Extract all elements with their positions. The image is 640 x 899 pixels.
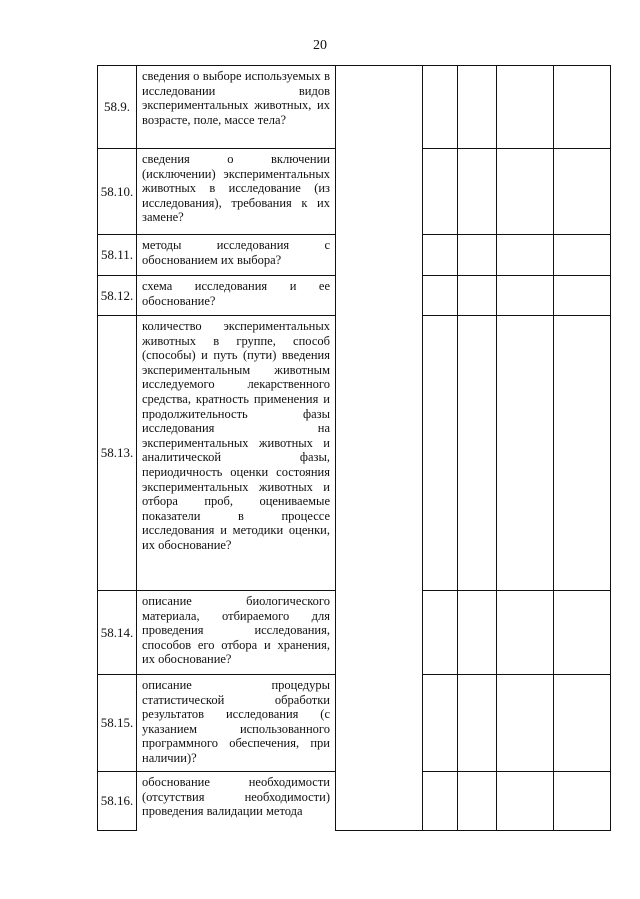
row-question: схема исследования и ее обоснование? xyxy=(137,276,336,316)
mark-cell xyxy=(423,235,458,276)
row-question: описание процедуры статистической обработки результатов исследования (с указанием использованного программного обеспечения, при наличии)? xyxy=(137,675,336,772)
mark-cell xyxy=(554,772,611,831)
row-question: сведения о выборе используемых в исследовании видов экспериментальных животных, их возрасте, поле, массе тела? xyxy=(137,66,336,149)
row-number: 58.15. xyxy=(98,675,137,772)
row-number: 58.13. xyxy=(98,316,137,591)
mark-cell xyxy=(423,316,458,591)
table-row xyxy=(98,66,611,149)
mark-cell xyxy=(497,772,554,831)
mark-cell xyxy=(554,316,611,591)
row-number: 58.10. xyxy=(98,149,137,235)
mark-cell xyxy=(497,591,554,675)
row-question: сведения о включении (исключении) экспериментальных животных в исследование (из исследования), требования к их замене? xyxy=(137,149,336,235)
mark-cell xyxy=(554,591,611,675)
row-question: количество экспериментальных животных в группе, способ (способы) и путь (пути) введения экспериментальным животным исследуемого лекарственного средства, кратность применения и продолжительность фазы исследования на экспериментальных животных и аналитической фазы, периодичность оценки состояния экспериментальных животных и отбора проб, оцениваемые показатели в процессе исследования и методики оценки, их обоснование? xyxy=(137,316,336,591)
mark-cell xyxy=(423,66,458,149)
mark-cell xyxy=(458,772,497,831)
mark-cell xyxy=(423,149,458,235)
mark-cell xyxy=(554,276,611,316)
page-number: 20 xyxy=(313,38,327,53)
mark-cell xyxy=(497,149,554,235)
mark-cell xyxy=(423,675,458,772)
mark-cell xyxy=(497,66,554,149)
checklist-table xyxy=(97,65,611,831)
mark-cell xyxy=(497,675,554,772)
row-question: методы исследования с обоснованием их выбора? xyxy=(137,235,336,276)
mark-cell xyxy=(497,235,554,276)
row-number: 58.9. xyxy=(98,66,137,149)
mark-cell xyxy=(458,276,497,316)
mark-cell xyxy=(458,591,497,675)
mark-cell xyxy=(458,149,497,235)
mark-cell xyxy=(458,66,497,149)
mark-cell xyxy=(497,276,554,316)
row-number: 58.11. xyxy=(98,235,137,276)
row-question: описание биологического материала, отбираемого для проведения исследования, способов его отбора и хранения, их обоснование? xyxy=(137,591,336,675)
mark-cell xyxy=(458,675,497,772)
row-number: 58.12. xyxy=(98,276,137,316)
mark-cell xyxy=(423,276,458,316)
mark-cell xyxy=(554,66,611,149)
row-number: 58.16. xyxy=(98,772,137,831)
mark-cell xyxy=(554,235,611,276)
mark-cell xyxy=(554,675,611,772)
row-question: обоснование необходимости (отсутствия необходимости) проведения валидации метода xyxy=(137,772,336,831)
answer-column-cell xyxy=(336,66,423,831)
row-number: 58.14. xyxy=(98,591,137,675)
mark-cell xyxy=(554,149,611,235)
mark-cell xyxy=(497,316,554,591)
mark-cell xyxy=(423,772,458,831)
mark-cell xyxy=(458,316,497,591)
mark-cell xyxy=(458,235,497,276)
mark-cell xyxy=(423,591,458,675)
